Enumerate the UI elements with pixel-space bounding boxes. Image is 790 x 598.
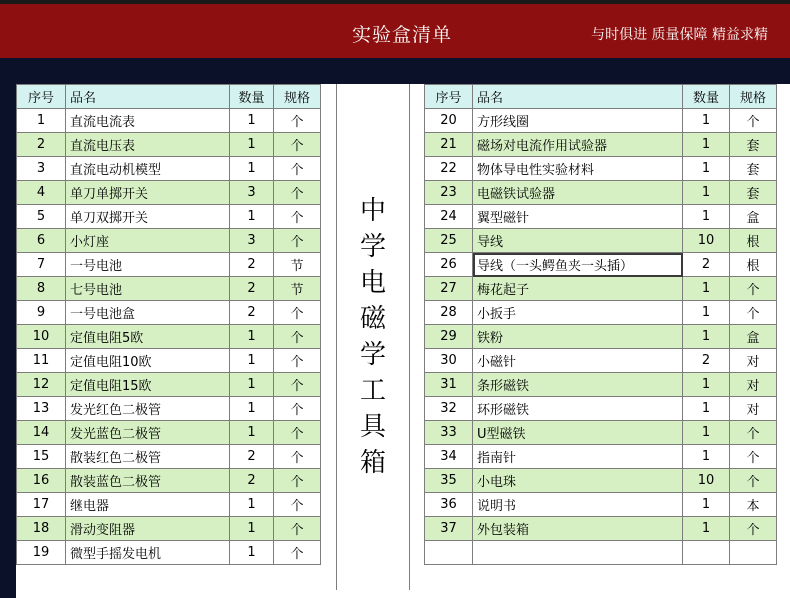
table-row — [17, 277, 321, 301]
table-row — [17, 541, 321, 565]
cell-unit[interactable]: 个 — [274, 493, 321, 517]
header-qty[interactable]: 数量 — [230, 85, 274, 109]
header-unit[interactable]: 规格 — [274, 85, 321, 109]
cell-unit[interactable]: 个 — [274, 397, 321, 421]
empty-cell[interactable] — [730, 541, 777, 565]
cell-unit[interactable]: 根 — [730, 253, 777, 277]
cell-name[interactable]: 导线 — [473, 229, 683, 253]
cell-qty[interactable]: 2 — [230, 445, 274, 469]
cell-no[interactable]: 26 — [425, 253, 473, 277]
table-row — [425, 277, 777, 301]
cell-name[interactable]: 定值电阻5欧 — [66, 325, 230, 349]
cell-no[interactable]: 31 — [425, 373, 473, 397]
cell-qty[interactable]: 2 — [683, 253, 730, 277]
table-row — [425, 229, 777, 253]
cell-no[interactable]: 1 — [17, 109, 66, 133]
cell-qty[interactable]: 1 — [683, 517, 730, 541]
cell-name[interactable]: 直流电动机模型 — [66, 157, 230, 181]
cell-qty[interactable]: 1 — [230, 517, 274, 541]
cell-unit[interactable]: 个 — [274, 157, 321, 181]
cell-name[interactable]: 小磁针 — [473, 349, 683, 373]
cell-no[interactable]: 14 — [17, 421, 66, 445]
cell-name[interactable]: U型磁铁 — [473, 421, 683, 445]
cell-qty[interactable]: 1 — [683, 325, 730, 349]
table-row — [17, 109, 321, 133]
cell-no[interactable]: 18 — [17, 517, 66, 541]
cell-qty[interactable]: 1 — [230, 541, 274, 565]
box-title-char: 箱 — [359, 448, 386, 478]
cell-no[interactable]: 33 — [425, 421, 473, 445]
table-row — [425, 109, 777, 133]
table-row — [17, 445, 321, 469]
table-row — [425, 157, 777, 181]
cell-unit[interactable]: 个 — [274, 301, 321, 325]
cell-qty[interactable]: 1 — [230, 109, 274, 133]
cell-qty[interactable]: 1 — [230, 349, 274, 373]
cell-unit[interactable]: 根 — [730, 229, 777, 253]
left-item-table — [16, 84, 321, 565]
cell-name[interactable]: 定值电阻15欧 — [66, 373, 230, 397]
table-row — [17, 205, 321, 229]
cell-no[interactable]: 4 — [17, 181, 66, 205]
cell-unit[interactable]: 个 — [730, 469, 777, 493]
cell-unit[interactable]: 本 — [730, 493, 777, 517]
cell-no[interactable]: 30 — [425, 349, 473, 373]
cell-unit[interactable]: 个 — [274, 517, 321, 541]
table-row — [425, 493, 777, 517]
cell-name[interactable]: 滑动变阻器 — [66, 517, 230, 541]
cell-no[interactable]: 24 — [425, 205, 473, 229]
cell-no[interactable]: 35 — [425, 469, 473, 493]
cell-name[interactable]: 物体导电性实验材料 — [473, 157, 683, 181]
cell-qty[interactable]: 2 — [230, 253, 274, 277]
header-no[interactable]: 序号 — [17, 85, 66, 109]
empty-cell[interactable] — [425, 541, 473, 565]
cell-no[interactable]: 27 — [425, 277, 473, 301]
cell-qty[interactable]: 10 — [683, 229, 730, 253]
cell-qty[interactable]: 2 — [230, 469, 274, 493]
cell-no[interactable]: 12 — [17, 373, 66, 397]
cell-name[interactable]: 小灯座 — [66, 229, 230, 253]
cell-unit[interactable]: 个 — [274, 205, 321, 229]
cell-qty[interactable]: 2 — [230, 301, 274, 325]
cell-name[interactable]: 梅花起子 — [473, 277, 683, 301]
table-row — [17, 229, 321, 253]
cell-name[interactable]: 继电器 — [66, 493, 230, 517]
cell-unit[interactable]: 个 — [730, 445, 777, 469]
cell-qty[interactable]: 1 — [230, 397, 274, 421]
table-row — [17, 397, 321, 421]
table-row — [17, 349, 321, 373]
cell-name[interactable]: 发光蓝色二极管 — [66, 421, 230, 445]
table-row — [17, 301, 321, 325]
cell-qty[interactable]: 1 — [683, 181, 730, 205]
table-row — [425, 517, 777, 541]
right-item-table — [424, 84, 777, 565]
cell-name[interactable]: 微型手摇发电机 — [66, 541, 230, 565]
cell-no[interactable]: 37 — [425, 517, 473, 541]
box-title — [337, 84, 409, 590]
cell-unit[interactable]: 节 — [274, 277, 321, 301]
cell-name[interactable]: 电磁铁试验器 — [473, 181, 683, 205]
cell-unit[interactable]: 个 — [274, 469, 321, 493]
cell-no[interactable]: 7 — [17, 253, 66, 277]
table-row — [425, 397, 777, 421]
cell-qty[interactable]: 1 — [683, 421, 730, 445]
cell-name[interactable]: 铁粉 — [473, 325, 683, 349]
table-row — [17, 421, 321, 445]
cell-unit[interactable]: 个 — [730, 109, 777, 133]
page-header — [0, 0, 790, 58]
box-title-char: 中 — [359, 196, 386, 226]
cell-name[interactable]: 翼型磁针 — [473, 205, 683, 229]
cell-qty[interactable]: 1 — [683, 301, 730, 325]
cell-name[interactable]: 直流电流表 — [66, 109, 230, 133]
table-row — [425, 181, 777, 205]
cell-qty[interactable]: 2 — [230, 277, 274, 301]
table-row — [17, 253, 321, 277]
cell-unit[interactable]: 个 — [274, 229, 321, 253]
table-row — [17, 469, 321, 493]
cell-qty[interactable]: 1 — [230, 421, 274, 445]
cell-unit[interactable]: 对 — [730, 373, 777, 397]
cell-name[interactable]: 直流电压表 — [66, 133, 230, 157]
cell-unit[interactable]: 个 — [730, 277, 777, 301]
table-row — [425, 445, 777, 469]
table-row — [425, 133, 777, 157]
header-band — [0, 58, 790, 84]
cell-no[interactable]: 23 — [425, 181, 473, 205]
cell-qty[interactable]: 1 — [230, 157, 274, 181]
cell-name[interactable]: 一号电池盒 — [66, 301, 230, 325]
cell-unit[interactable]: 套 — [730, 157, 777, 181]
header-slogan: 与时俱进 质量保障 精益求精 — [591, 27, 768, 43]
table-row — [425, 349, 777, 373]
cell-name[interactable]: 七号电池 — [66, 277, 230, 301]
cell-name[interactable]: 定值电阻10欧 — [66, 349, 230, 373]
table-row — [425, 253, 777, 277]
cell-qty[interactable]: 1 — [230, 325, 274, 349]
cell-no[interactable]: 25 — [425, 229, 473, 253]
table-row — [17, 373, 321, 397]
cell-no[interactable]: 13 — [17, 397, 66, 421]
table-header-row — [17, 85, 321, 109]
box-title-char: 电 — [359, 268, 386, 298]
cell-unit[interactable]: 盒 — [730, 205, 777, 229]
cell-name[interactable]: 一号电池 — [66, 253, 230, 277]
cell-no[interactable]: 28 — [425, 301, 473, 325]
page-title: 实验盒清单 — [352, 24, 453, 46]
box-title-char: 具 — [359, 412, 386, 442]
table-row — [17, 181, 321, 205]
box-title-char: 学 — [359, 340, 386, 370]
header-qty[interactable]: 数量 — [683, 85, 730, 109]
cell-unit[interactable]: 个 — [274, 421, 321, 445]
table-row — [17, 493, 321, 517]
cell-no[interactable]: 29 — [425, 325, 473, 349]
box-title-char: 磁 — [359, 304, 386, 334]
cell-no[interactable]: 17 — [17, 493, 66, 517]
cell-unit[interactable]: 盒 — [730, 325, 777, 349]
cell-no[interactable]: 20 — [425, 109, 473, 133]
cell-qty[interactable]: 1 — [683, 493, 730, 517]
cell-name[interactable]: 外包装箱 — [473, 517, 683, 541]
cell-qty[interactable]: 10 — [683, 469, 730, 493]
cell-no[interactable]: 6 — [17, 229, 66, 253]
cell-no[interactable]: 5 — [17, 205, 66, 229]
cell-unit[interactable]: 个 — [730, 517, 777, 541]
table-row — [17, 325, 321, 349]
cell-no[interactable]: 9 — [17, 301, 66, 325]
table-row — [425, 421, 777, 445]
cell-qty[interactable]: 1 — [683, 397, 730, 421]
empty-cell[interactable] — [473, 541, 683, 565]
cell-qty[interactable]: 1 — [230, 133, 274, 157]
cell-unit[interactable]: 个 — [730, 421, 777, 445]
cell-qty[interactable]: 1 — [683, 109, 730, 133]
cell-unit[interactable]: 套 — [730, 181, 777, 205]
cell-unit[interactable]: 个 — [274, 181, 321, 205]
cell-unit[interactable]: 个 — [274, 445, 321, 469]
cell-no[interactable]: 10 — [17, 325, 66, 349]
cell-unit[interactable]: 个 — [274, 349, 321, 373]
cell-name[interactable]: 散装蓝色二极管 — [66, 469, 230, 493]
cell-no[interactable]: 34 — [425, 445, 473, 469]
table-row — [17, 133, 321, 157]
cell-name[interactable]: 说明书 — [473, 493, 683, 517]
cell-unit[interactable]: 对 — [730, 349, 777, 373]
cell-name[interactable]: 导线（一头鳄鱼夹一头插） — [473, 253, 683, 277]
cell-name[interactable]: 小扳手 — [473, 301, 683, 325]
cell-name[interactable]: 单刀单掷开关 — [66, 181, 230, 205]
box-title-char: 工 — [359, 376, 386, 406]
table-row — [425, 325, 777, 349]
cell-no[interactable]: 36 — [425, 493, 473, 517]
cell-unit[interactable]: 对 — [730, 397, 777, 421]
cell-no[interactable]: 19 — [17, 541, 66, 565]
cell-unit[interactable]: 个 — [274, 325, 321, 349]
cell-unit[interactable]: 节 — [274, 253, 321, 277]
header-name[interactable]: 品名 — [66, 85, 230, 109]
cell-qty[interactable]: 1 — [683, 133, 730, 157]
cell-qty[interactable]: 1 — [683, 445, 730, 469]
cell-unit[interactable]: 个 — [274, 133, 321, 157]
cell-qty[interactable]: 1 — [230, 493, 274, 517]
cell-name[interactable]: 单刀双掷开关 — [66, 205, 230, 229]
cell-no[interactable]: 2 — [17, 133, 66, 157]
table-row — [425, 301, 777, 325]
cell-no[interactable]: 15 — [17, 445, 66, 469]
table-row — [17, 157, 321, 181]
table-row — [425, 205, 777, 229]
table-row — [425, 469, 777, 493]
cell-qty[interactable]: 2 — [683, 349, 730, 373]
cell-name[interactable]: 发光红色二极管 — [66, 397, 230, 421]
cell-qty[interactable]: 1 — [683, 277, 730, 301]
table-header-row — [425, 85, 777, 109]
cell-no[interactable]: 16 — [17, 469, 66, 493]
header-unit[interactable]: 规格 — [730, 85, 777, 109]
table-row — [17, 517, 321, 541]
cell-name[interactable]: 环形磁铁 — [473, 397, 683, 421]
table-row — [425, 541, 777, 565]
cell-qty[interactable]: 1 — [230, 373, 274, 397]
cell-no[interactable]: 21 — [425, 133, 473, 157]
cell-no[interactable]: 22 — [425, 157, 473, 181]
cell-qty[interactable]: 1 — [683, 373, 730, 397]
cell-name[interactable]: 方形线圈 — [473, 109, 683, 133]
cell-unit[interactable]: 个 — [274, 109, 321, 133]
checklist-sheet — [16, 84, 790, 598]
header-name[interactable]: 品名 — [473, 85, 683, 109]
cell-unit[interactable]: 套 — [730, 133, 777, 157]
cell-qty[interactable]: 3 — [230, 229, 274, 253]
cell-unit[interactable]: 个 — [274, 541, 321, 565]
cell-name[interactable]: 小电珠 — [473, 469, 683, 493]
cell-name[interactable]: 指南针 — [473, 445, 683, 469]
cell-unit[interactable]: 个 — [730, 301, 777, 325]
box-title-column — [336, 84, 410, 590]
cell-qty[interactable]: 1 — [230, 205, 274, 229]
box-title-char: 学 — [359, 232, 386, 262]
cell-qty[interactable]: 3 — [230, 181, 274, 205]
cell-no[interactable]: 32 — [425, 397, 473, 421]
cell-qty[interactable]: 1 — [683, 157, 730, 181]
cell-qty[interactable]: 1 — [683, 205, 730, 229]
cell-name[interactable]: 磁场对电流作用试验器 — [473, 133, 683, 157]
cell-no[interactable]: 3 — [17, 157, 66, 181]
cell-name[interactable]: 条形磁铁 — [473, 373, 683, 397]
table-row — [425, 373, 777, 397]
cell-unit[interactable]: 个 — [274, 373, 321, 397]
header-no[interactable]: 序号 — [425, 85, 473, 109]
cell-name[interactable]: 散装红色二极管 — [66, 445, 230, 469]
cell-no[interactable]: 11 — [17, 349, 66, 373]
cell-no[interactable]: 8 — [17, 277, 66, 301]
empty-cell[interactable] — [683, 541, 730, 565]
